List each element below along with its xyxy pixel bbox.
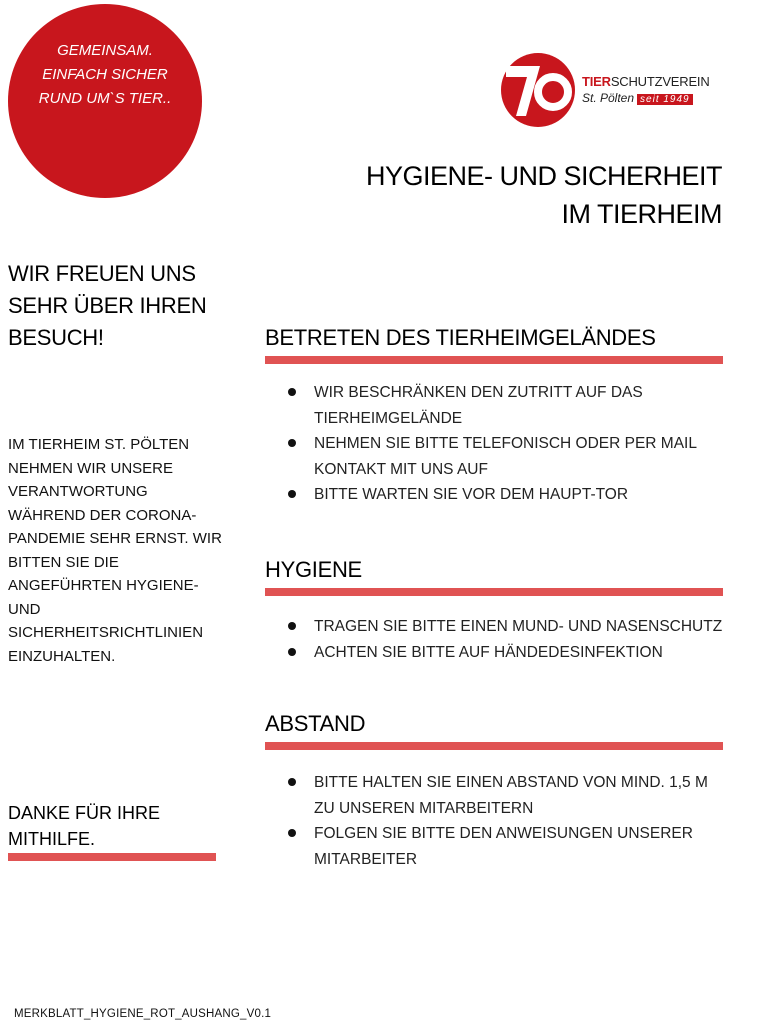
slogan-line-1: GEMEINSAM. (57, 42, 153, 59)
list-item: BITTE WARTEN SIE VOR DEM HAUPT-TOR (265, 482, 723, 508)
section-divider (265, 588, 723, 596)
logo-name-rest: SCHUTZVEREIN (610, 74, 710, 89)
list-item: BITTE HALTEN SIE EINEN ABSTAND VON MIND. 1,5 M ZU UNSEREN MITARBEITERN (265, 770, 723, 821)
rules-list (265, 380, 723, 508)
logo-name-bold: TIER (582, 74, 611, 89)
list-item: TRAGEN SIE BITTE EINEN MUND- UND NASENSCHUTZ (265, 614, 723, 640)
list-item: FOLGEN SIE BITTE DEN ANWEISUNGEN UNSERER MITARBEITER (265, 821, 723, 872)
bullet-icon (288, 490, 296, 498)
section-heading: BETRETEN DES TIERHEIMGELÄNDES (265, 325, 656, 350)
list-item: ACHTEN SIE BITTE AUF HÄNDEDESINFEKTION (265, 640, 723, 666)
section-heading: HYGIENE (265, 557, 362, 582)
page-title (366, 157, 722, 233)
section-divider (265, 742, 723, 750)
list-item: WIR BESCHRÄNKEN DEN ZUTRITT AUF DAS TIERHEIMGELÄNDE (265, 380, 723, 431)
bullet-icon (288, 778, 296, 786)
thanks-text: DANKE FÜR IHRE MITHILFE. (8, 803, 161, 849)
welcome-heading: WIR FREUEN UNS SEHR ÜBER IHREN BESUCH! (8, 261, 207, 350)
rules-list (265, 770, 723, 872)
page-title-line-2: IM TIERHEIM (561, 199, 722, 229)
section-divider (265, 356, 723, 364)
page-title-line-1: HYGIENE- UND SICHERHEIT (365, 161, 722, 191)
logo-since-badge: seit 1949 (637, 94, 693, 105)
bullet-icon (288, 829, 296, 837)
slogan-line-3: RUND UM`S TIER.. (38, 90, 172, 107)
intro-paragraph: IM TIERHEIM ST. PÖLTEN NEHMEN WIR UNSERE VERANTWORTUNG WÄHREND DER CORONA-PANDEMIE SEHR ERNST. WIR BITTEN SIE DIE ANGEFÜHRTEN HYGIENE- UND SICHERHEITSRICHTLINIEN EINZUHALTEN. (8, 436, 222, 665)
logo-city: St. Pölten (582, 91, 635, 105)
slogan-circle (8, 4, 202, 198)
section-heading: ABSTAND (265, 711, 366, 736)
bullet-icon (288, 648, 296, 656)
bullet-icon (288, 388, 296, 396)
section-distance (265, 709, 723, 872)
slogan-line-2: EINFACH SICHER (42, 66, 168, 83)
tierschutzverein-logo (500, 50, 710, 130)
bullet-icon (288, 439, 296, 447)
bullet-icon (288, 622, 296, 630)
logo-70-emblem (500, 50, 584, 130)
section-hygiene (265, 555, 723, 665)
document-footer: MERKBLATT_HYGIENE_ROT_AUSHANG_V0.1 (14, 1008, 272, 1020)
thanks-underline (8, 853, 216, 861)
list-item: NEHMEN SIE BITTE TELEFONISCH ODER PER MAIL KONTAKT MIT UNS AUF (265, 431, 723, 482)
section-entering-grounds (265, 323, 723, 508)
rules-list (265, 614, 723, 665)
